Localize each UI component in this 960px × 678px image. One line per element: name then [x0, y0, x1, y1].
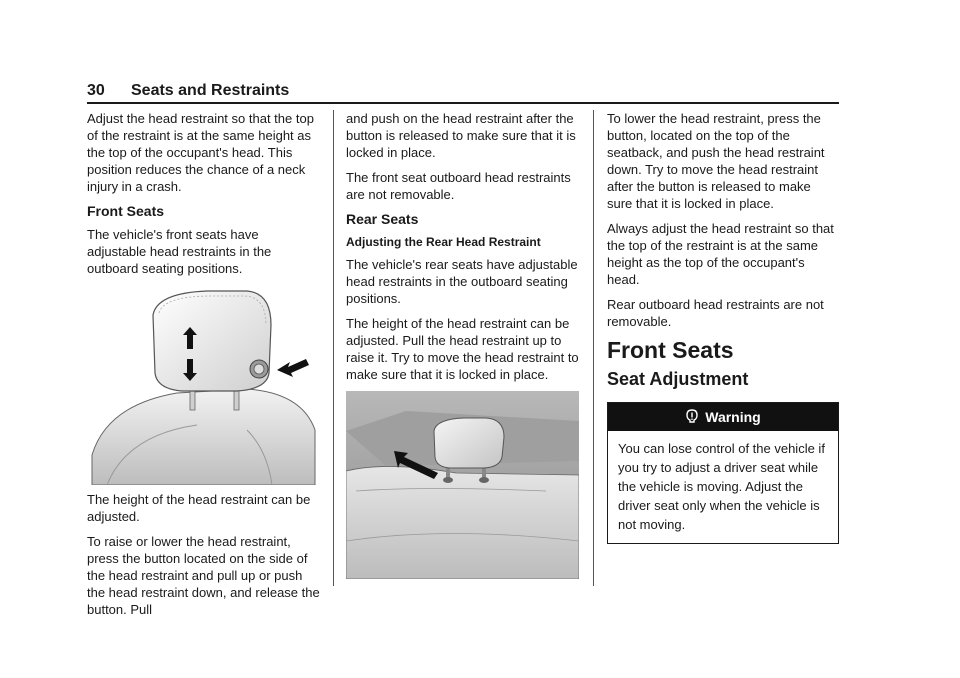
warning-icon: [685, 409, 699, 425]
heading-front-seats: Front Seats: [607, 337, 734, 363]
page-header: [87, 80, 839, 104]
warning-header: [608, 403, 838, 431]
warning-title: Warning: [705, 408, 761, 425]
subheading-adjusting-rear-head-restraint: Adjusting the Rear Head Restraint: [346, 235, 541, 249]
column-1: [87, 110, 320, 626]
paragraph: The front seat outboard head restraints are not removable.: [346, 170, 571, 202]
paragraph: The vehicle's rear seats have adjustable head restraints in the outboard seating positions.: [346, 257, 578, 306]
paragraph: To lower the head restraint, press the button, located on the top of the seatback, and push the head restraint down. Try to move the head restraint after the button is released to make sure that it is locked in place.: [607, 111, 825, 211]
page-number: 30: [87, 82, 105, 99]
warning-text: You can lose control of the vehicle if you try to adjust a driver seat while the vehicle is moving. Adjust the driver seat only when the vehicle is not moving.: [618, 441, 825, 532]
column-divider-1: [333, 110, 334, 586]
paragraph: The vehicle's front seats have adjustable head restraints in the outboard seating positions.: [87, 227, 272, 276]
column-divider-2: [593, 110, 594, 586]
paragraph: and push on the head restraint after the button is released to make sure that it is locked in place.: [346, 111, 576, 160]
warning-box: [607, 402, 839, 544]
column-2: [346, 110, 580, 579]
paragraph: The height of the head restraint can be adjusted. Pull the head restraint up to raise it. Try to move the head restraint to make sure that it is locked in place.: [346, 316, 579, 382]
subheading-rear-seats: Rear Seats: [346, 211, 419, 227]
rear-head-restraint-illustration: [346, 391, 579, 579]
subheading-front-seats: Front Seats: [87, 203, 165, 219]
header-rule: [87, 102, 839, 104]
front-head-restraint-illustration: [87, 285, 320, 485]
paragraph: Rear outboard head restraints are not removable.: [607, 297, 824, 329]
paragraph: Adjust the head restraint so that the top of the restraint is at the same height as the top of the occupant's head. This position reduces the chance of a neck injury in a crash.: [87, 111, 314, 194]
paragraph: The height of the head restraint can be adjusted.: [87, 492, 311, 524]
paragraph: Always adjust the head restraint so that the top of the restraint is at the same height as the top of the occupant's head.: [607, 221, 834, 287]
column-3: [607, 110, 839, 544]
section-title: Seats and Restraints: [131, 82, 290, 99]
paragraph: To raise or lower the head restraint, press the button located on the side of the head restraint and pull up or push the head restraint down, and release the button. Pull: [87, 534, 320, 617]
heading-seat-adjustment: Seat Adjustment: [607, 369, 749, 389]
